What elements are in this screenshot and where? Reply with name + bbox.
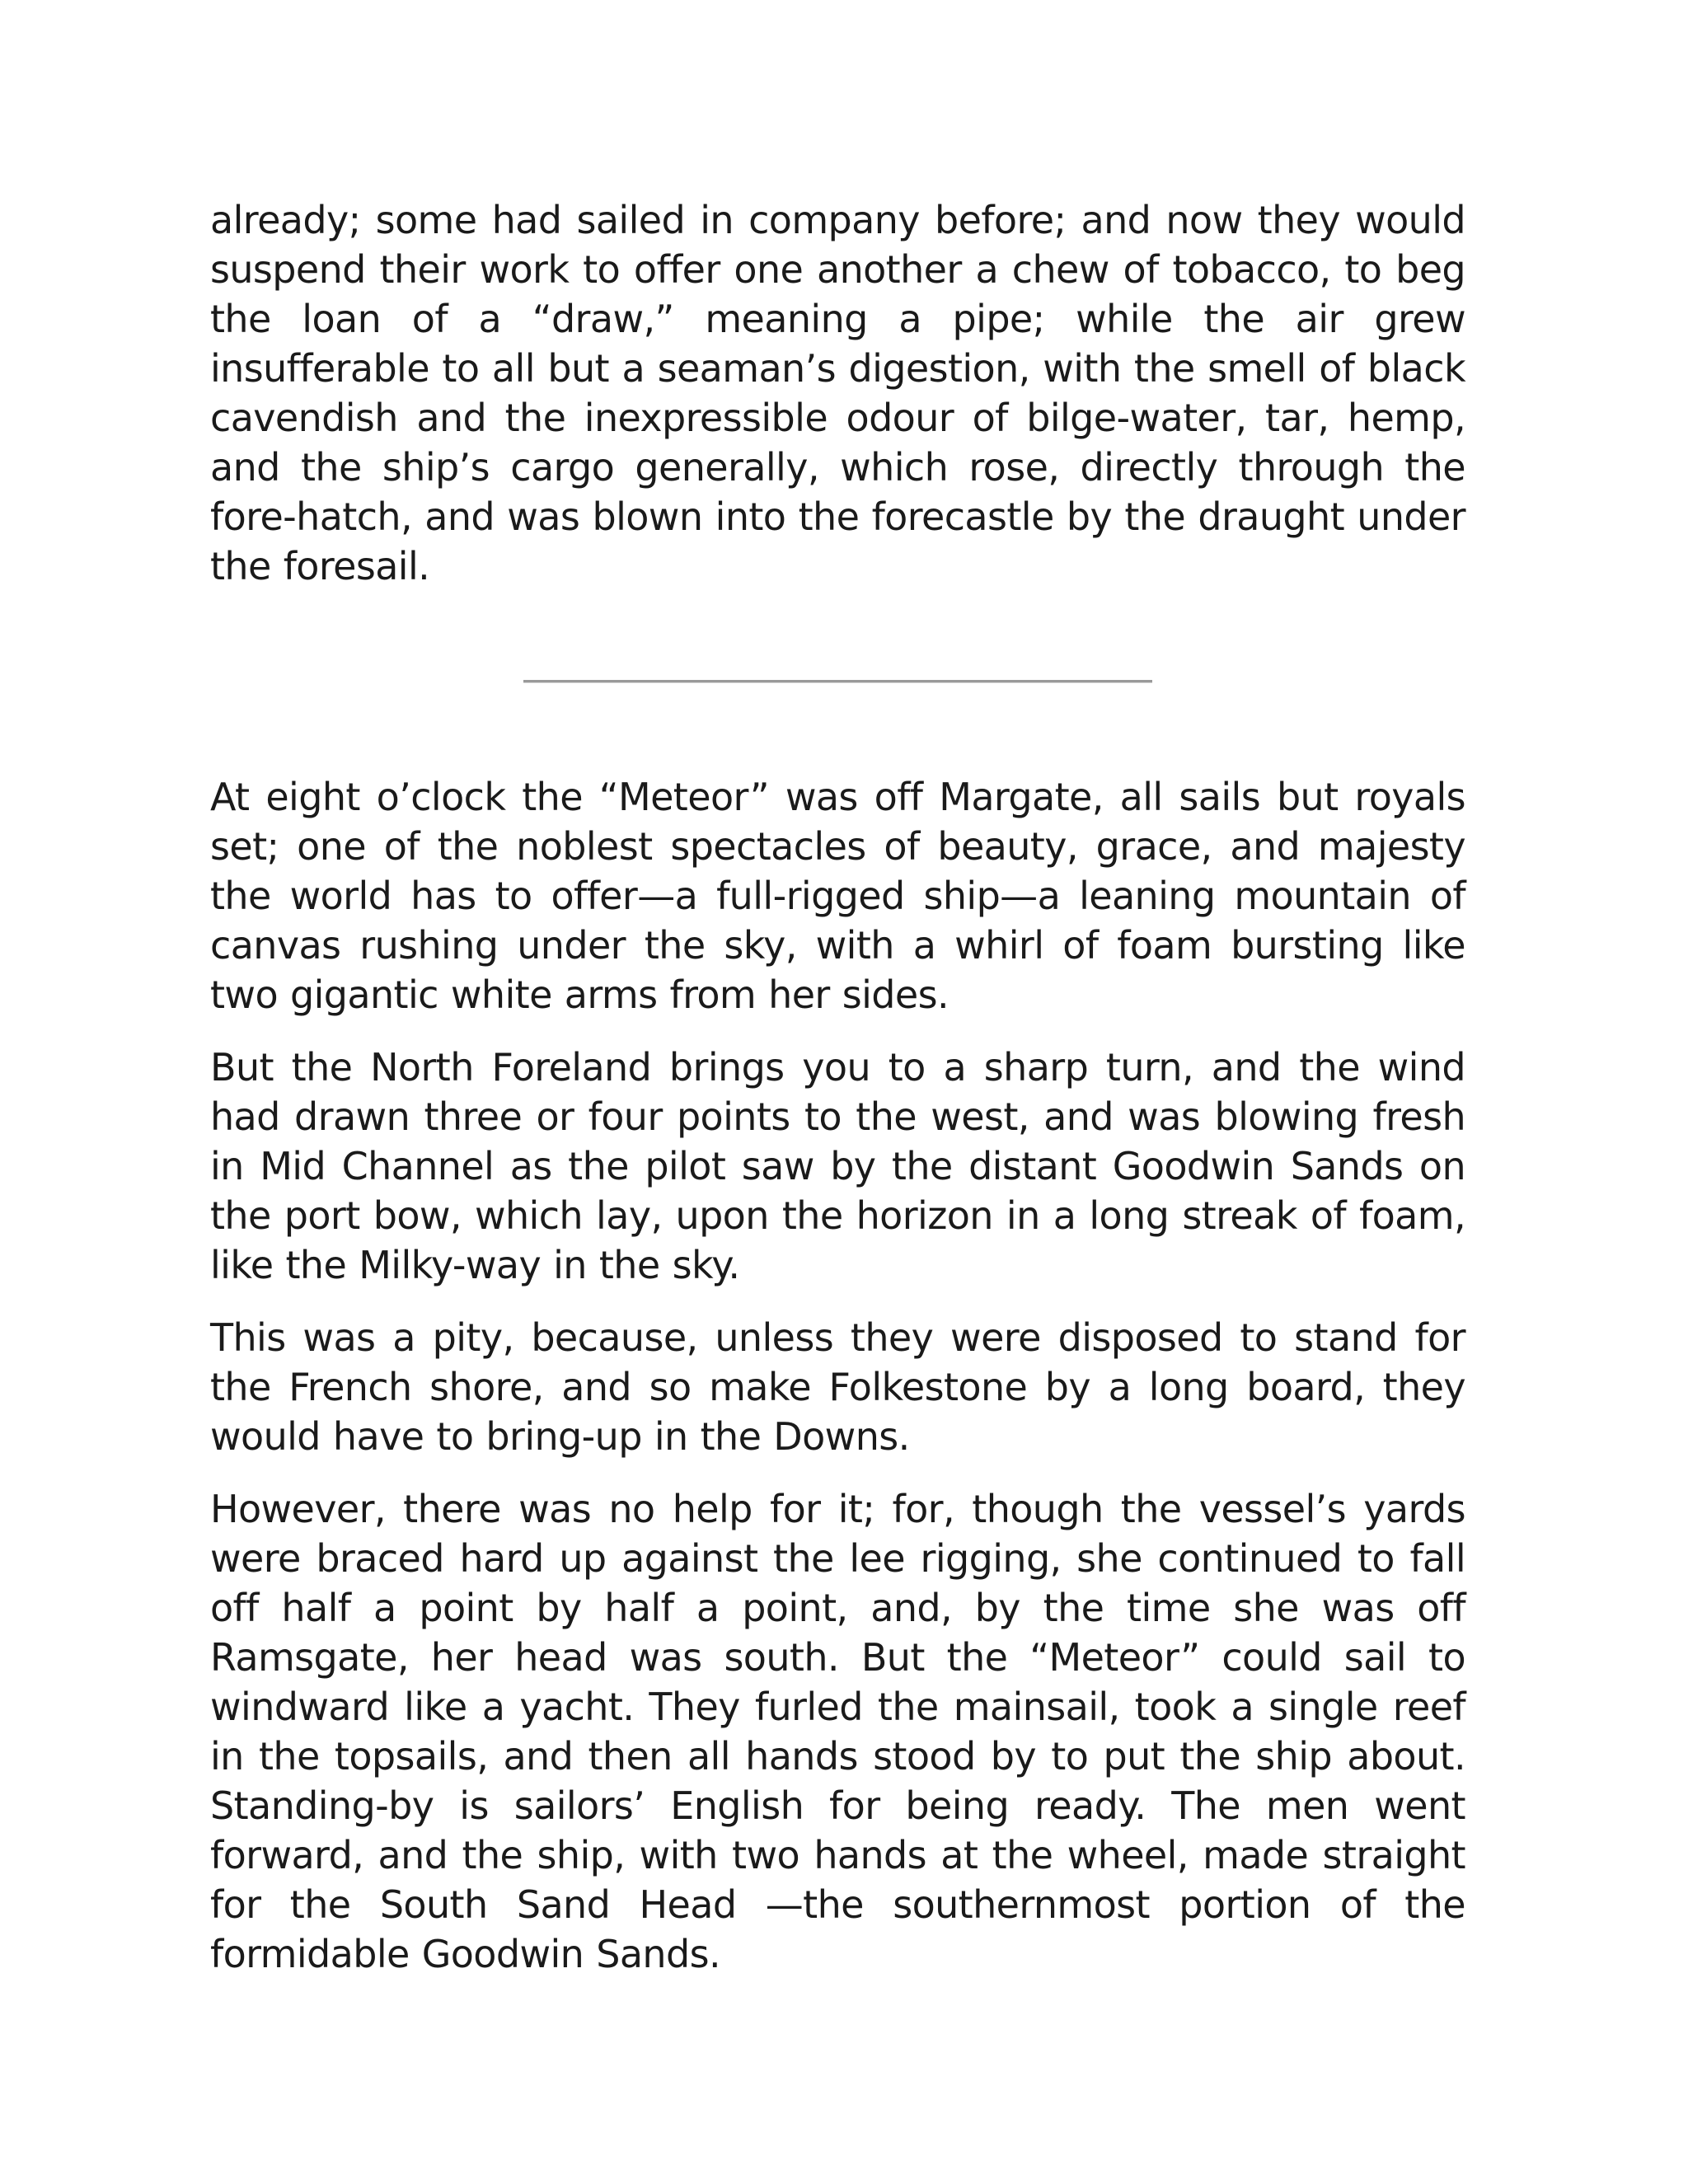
- section-divider: [523, 680, 1152, 683]
- paragraph: But the North Foreland brings you to a sharp turn, and the wind had drawn three or four points to the west, and was blowing fresh in Mid Channel as the pilot saw by the distant Goodwin Sands on the port bow, which lay, upon the horizon in a long streak of foam, like the Milky-way in the sky.: [210, 1045, 1465, 1287]
- paragraph: However, there was no help for it; for, though the vessel’s yards were braced hard up against the lee rigging, she continued to fall off half a point by half a point, and, by the time she was off Ramsgate, her head was south. But the “Meteor” could sail to windward like a yacht. They furled the mainsail, took a single reef in the topsails, and then all hands stood by to put the ship about. Standing-by is sailors’ English for being ready. The men went forward, and the ship, with two hands at the wheel, made straight for the South Sand Head —the southernmost portion of the formidable Goodwin Sands.: [210, 1487, 1465, 1976]
- paragraph: At eight o’clock the “Meteor” was off Margate, all sails but royals set; one of the noblest spectacles of beauty, grace, and majesty the world has to offer—a full-rigged ship—a leaning mountain of canvas rushing under the sky, with a whirl of foam bursting like two gigantic white arms from her sides.: [210, 775, 1465, 1017]
- paragraph: already; some had sailed in company before; and now they would suspend their work to offer one another a chew of tobacco, to beg the loan of a “draw,” meaning a pipe; while the air grew insufferable to all but a seaman’s digestion, with the smell of black cavendish and the inexpressible odour of bilge-water, tar, hemp, and the ship’s cargo generally, which rose, directly through the fore-hatch, and was blown into the forecastle by the draught under the foresail.: [210, 198, 1465, 588]
- paragraph: This was a pity, because, unless they were disposed to stand for the French shore, and so make Folkestone by a long board, they would have to bring-up in the Downs.: [210, 1315, 1465, 1459]
- page-body: [210, 195, 1465, 1979]
